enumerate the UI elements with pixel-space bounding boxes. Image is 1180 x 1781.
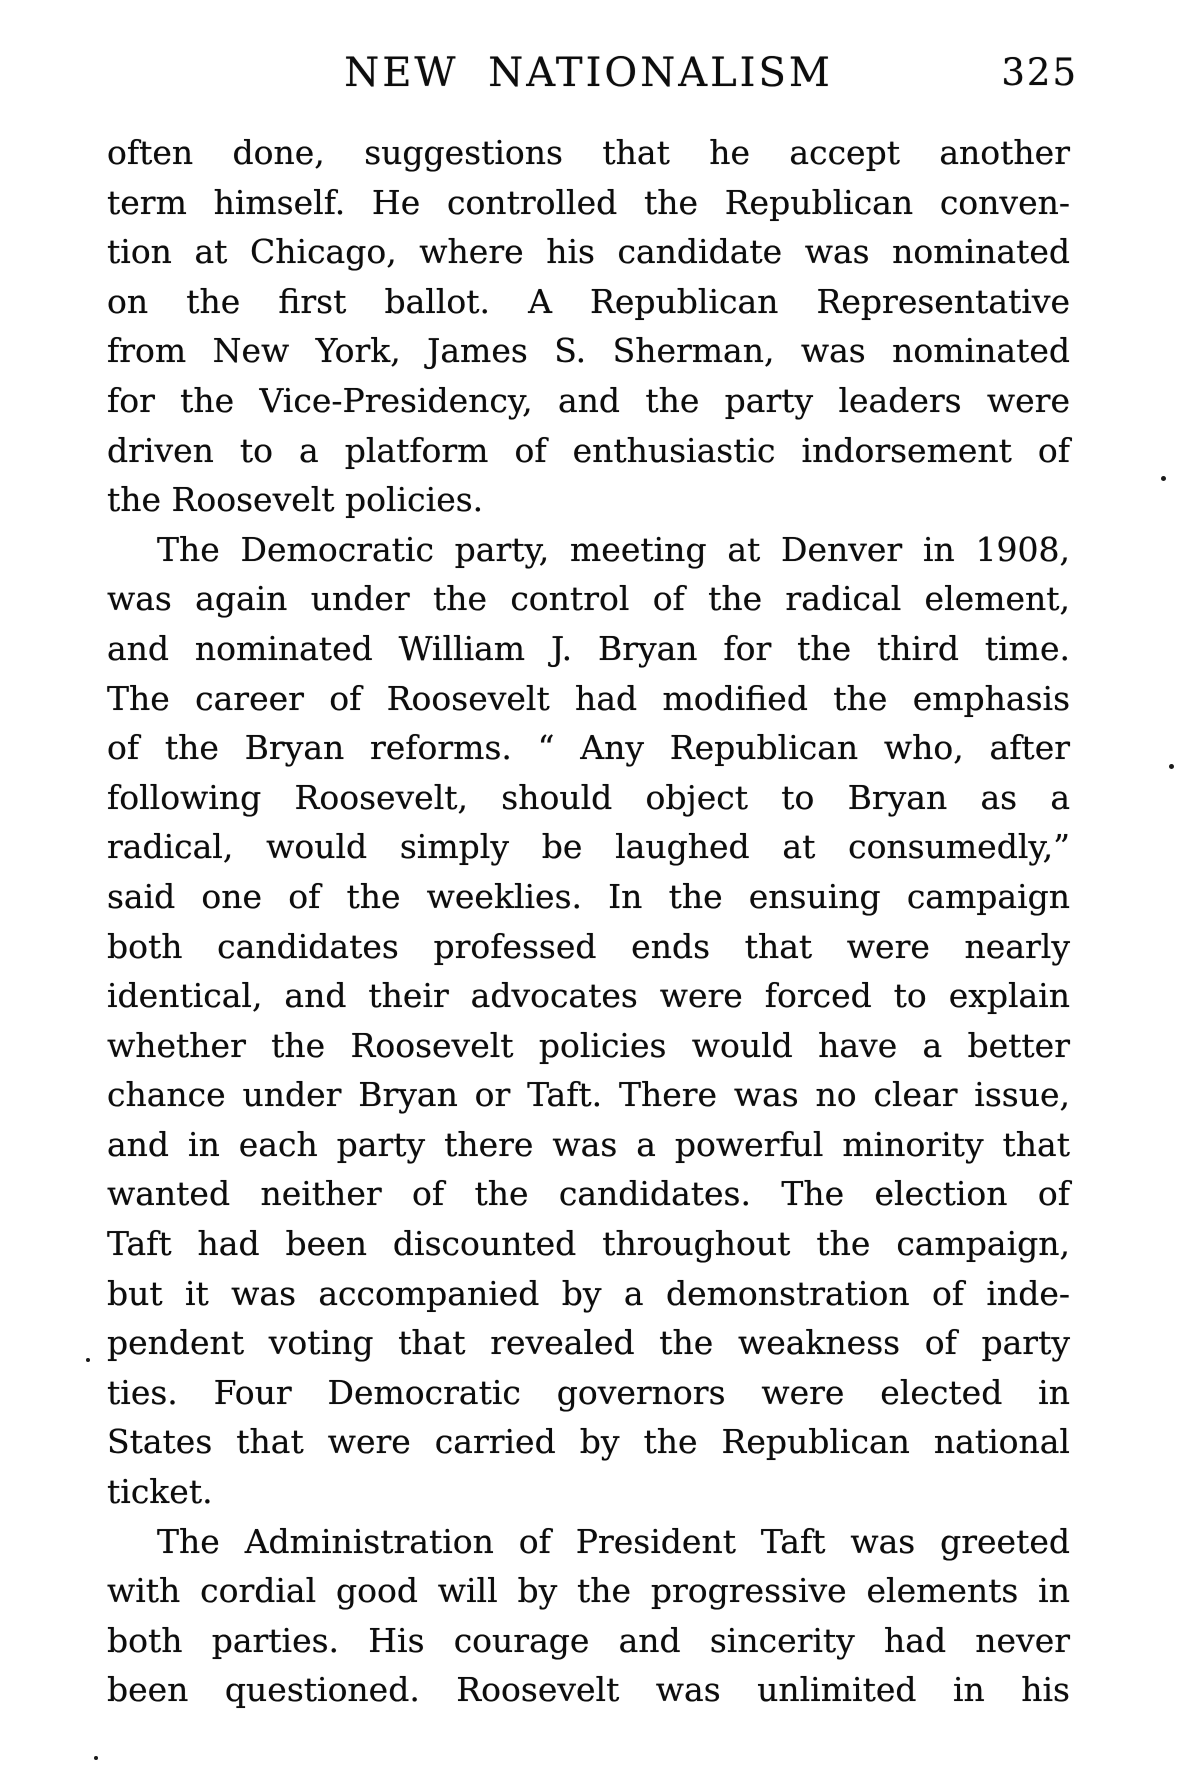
page-header: [107, 50, 1078, 98]
text-line: for the Vice-Presidency, and the party leaders were: [107, 380, 1070, 420]
text-line: chance under Bryan or Taft. There was no clear issue,: [107, 1075, 1070, 1115]
text-line: ticket.: [107, 1472, 213, 1512]
text-line: been questioned. Roosevelt was unlimited in his: [107, 1670, 1070, 1710]
text-line: the Roosevelt policies.: [107, 480, 484, 520]
scan-speck: [1161, 476, 1166, 481]
page-number: 325: [1001, 51, 1078, 94]
text-line: The Democratic party, meeting at Denver in 1908,: [157, 529, 1070, 569]
text-line: The Administration of President Taft was greeted: [157, 1521, 1070, 1561]
text-line: Taft had been discounted throughout the campaign,: [107, 1224, 1070, 1264]
text-line: whether the Roosevelt policies would have a better: [107, 1025, 1070, 1065]
scan-speck: [1169, 764, 1174, 769]
text-line: both candidates professed ends that were nearly: [107, 926, 1070, 966]
text-line: term himself. He controlled the Republican conven-: [107, 182, 1070, 222]
text-line: on the first ballot. A Republican Representative: [107, 281, 1070, 321]
text-line: but it was accompanied by a demonstration of inde-: [107, 1273, 1070, 1313]
text-line: with cordial good will by the progressive elements in: [107, 1571, 1070, 1611]
text-line: identical, and their advocates were forced to explain: [107, 976, 1070, 1016]
text-line: following Roosevelt, should object to Bryan as a: [107, 777, 1070, 817]
text-line: wanted neither of the candidates. The election of: [107, 1174, 1070, 1214]
text-line: States that were carried by the Republican national: [107, 1422, 1070, 1462]
text-line: from New York, James S. Sherman, was nominated: [107, 331, 1070, 371]
text-line: driven to a platform of enthusiastic indorsement of: [107, 430, 1070, 470]
scan-speck: [94, 1756, 98, 1760]
text-line: said one of the weeklies. In the ensuing campaign: [107, 876, 1070, 916]
running-head-title: NEW NATIONALISM: [344, 50, 833, 96]
scan-speck: [86, 1358, 90, 1362]
text-line: The career of Roosevelt had modified the emphasis: [107, 678, 1070, 718]
text-line: of the Bryan reforms. “ Any Republican who, after: [107, 728, 1070, 768]
text-line: radical, would simply be laughed at consumedly,”: [107, 827, 1070, 867]
text-line: pendent voting that revealed the weakness of party: [107, 1323, 1070, 1363]
text-line: ties. Four Democratic governors were elected in: [107, 1372, 1070, 1412]
text-line: tion at Chicago, where his candidate was nominated: [107, 232, 1070, 272]
text-line: often done, suggestions that he accept another: [107, 133, 1070, 172]
body-text: [107, 128, 1070, 1715]
text-line: both parties. His courage and sincerity had never: [107, 1620, 1070, 1660]
text-line: and in each party there was a powerful minority that: [107, 1124, 1070, 1164]
text-line: was again under the control of the radical element,: [107, 579, 1070, 619]
text-line: and nominated William J. Bryan for the third time.: [107, 628, 1070, 668]
